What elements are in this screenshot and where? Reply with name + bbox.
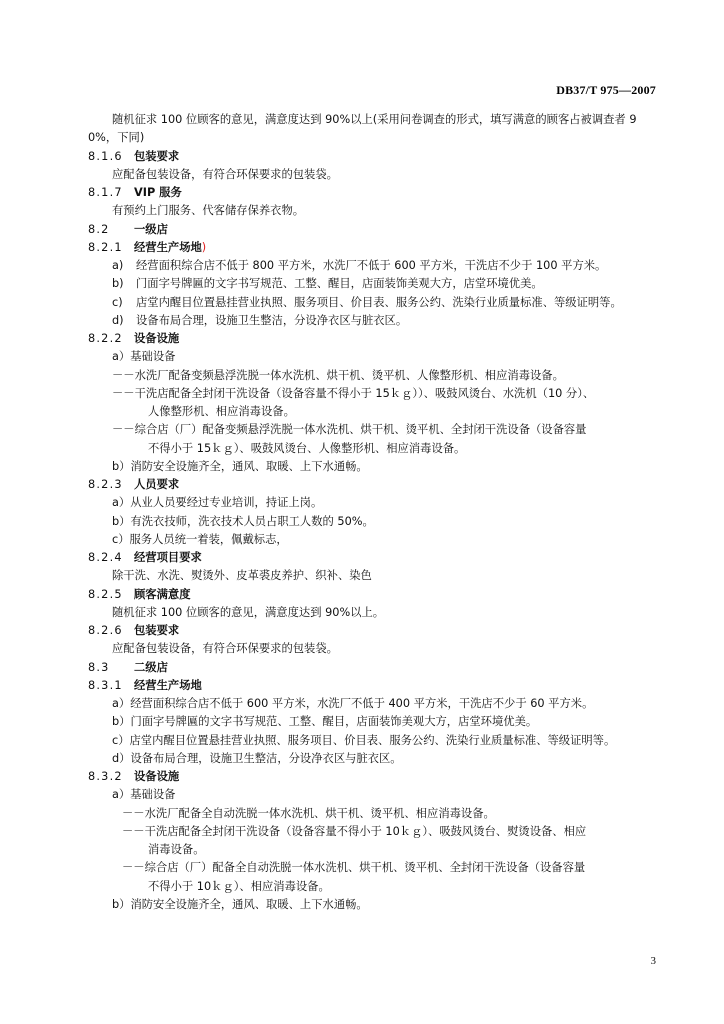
heading-title: VIP 服务	[134, 186, 182, 199]
list-marker: b)	[112, 277, 124, 291]
heading-title: 经营生产场地	[134, 240, 202, 254]
heading-title: 包装要求	[134, 624, 180, 637]
heading-title: 经营项目要求	[134, 551, 202, 564]
paragraph-vip-service: 有预约上门服务、代客储存保养衣物。	[112, 204, 305, 218]
heading-8-1-7	[88, 184, 656, 202]
list-item-text: 经营面积综合店不低于 800 平方米，水洗厂不低于 600 平方米，干洗店不少于 100 平方米。	[136, 259, 607, 272]
heading-8-3	[88, 659, 656, 677]
heading-8-3-1	[88, 677, 656, 695]
list-item-text: 设备布局合理，设施卫生整洁，分设净衣区与脏衣区。	[136, 313, 408, 327]
heading-title: 经营生产场地	[134, 678, 202, 692]
heading-number: 8.3	[88, 660, 110, 674]
heading-title: 一级店	[134, 222, 168, 236]
paragraph-satisfaction: 随机征求 100 位顾客的意见，满意度达到 90%以上。	[112, 605, 385, 619]
heading-title: 设备设施	[134, 770, 180, 783]
list-item-continuation: 人像整形机、相应消毒设备。	[148, 405, 295, 418]
heading-number: 8.3.1	[88, 678, 123, 692]
list-item: －－干洗店配备全封闭干洗设备（设备容量不得小于 15ｋｇ））、吸鼓风烫台、水洗机（10 分）、	[112, 386, 595, 400]
list-item: b）消防安全设施齐全，通风、取暖、上下水通畅。	[112, 459, 368, 473]
list-item	[88, 312, 656, 330]
paragraph-packaging: 应配备包装设备，有符合环保要求的包装袋。	[112, 167, 338, 181]
heading-title: 设备设施	[134, 332, 180, 345]
heading-8-2-4	[88, 549, 656, 567]
list-item-continuation: 消毒设备。	[148, 843, 205, 856]
heading-number: 8.2.4	[88, 551, 123, 564]
list-item: a）经营面积综合店不低于 600 平方米，水洗厂不低于 400 平方米，干洗店不少于 60 平方米。	[112, 697, 594, 710]
heading-8-1-6	[88, 148, 656, 166]
heading-8-2-1	[88, 239, 656, 257]
heading-number: 8.2.5	[88, 587, 123, 601]
heading-number: 8.2.3	[88, 478, 123, 491]
list-item: d）设备布局合理，设施卫生整洁，分设净衣区与脏衣区。	[112, 751, 402, 765]
page-number: 3	[650, 955, 656, 967]
heading-number: 8.1.7	[88, 186, 123, 199]
heading-number: 8.2.1	[88, 240, 123, 254]
list-item: c）店堂内醒目位置悬挂营业执照、服务项目、价目表、服务公约、洗染行业质量标准、等级证明等。	[112, 733, 616, 747]
heading-number: 8.3.2	[88, 770, 123, 783]
list-item-text: 门面字号牌匾的文字书写规范、工整、醒目，店面装饰美观大方，店堂环境优美。	[136, 277, 543, 291]
heading-title: 二级店	[134, 660, 168, 674]
heading-title: 顾客满意度	[134, 587, 191, 601]
document-body	[88, 111, 656, 914]
heading-8-2-2	[88, 330, 656, 348]
heading-title: 包装要求	[134, 149, 180, 163]
list-item: b）有洗衣技师，洗衣技术人员占职工人数的 50%。	[112, 514, 374, 528]
heading-number: 8.2.6	[88, 624, 123, 637]
list-item-text: 店堂内醒目位置悬挂营业执照、服务项目、价目表、服务公约、洗染行业质量标准、等级证明等。	[136, 295, 622, 309]
list-item: －－综合店（厂）配备全自动洗脱一体水洗机、烘干机、烫平机、全封闭干洗设备（设备容量	[122, 861, 586, 875]
list-item: b）门面字号牌匾的文字书写规范、工整、醒目，店面装饰美观大方，店堂环境优美。	[112, 715, 538, 729]
heading-8-2	[88, 221, 656, 239]
list-marker: d)	[112, 313, 124, 327]
list-item-continuation: 不得小于 10ｋｇ）、相应消毒设备。	[148, 879, 330, 893]
paragraph-packaging: 应配备包装设备，有符合环保要求的包装袋。	[112, 642, 338, 656]
list-item: －－水洗厂配备全自动洗脱一体水洗机、烘干机、烫平机、相应消毒设备。	[122, 806, 495, 820]
heading-number: 8.2	[88, 222, 110, 236]
list-marker: a)	[112, 259, 124, 272]
list-item: －－水洗厂配备变频悬浮洗脱一体水洗机、烘干机、烫平机、人像整形机、相应消毒设备。	[112, 368, 564, 382]
heading-8-2-6	[88, 622, 656, 640]
heading-8-2-5	[88, 586, 656, 604]
list-item: －－综合店（厂）配备变频悬浮洗脱一体水洗机、烘干机、烫平机、全封闭干洗设备（设备容量	[112, 423, 587, 437]
list-item: －－干洗店配备全封闭干洗设备（设备容量不得小于 10ｋｇ）、吸鼓风烫台、熨烫设备、相应	[122, 824, 587, 838]
list-item	[88, 294, 656, 312]
heading-8-3-2	[88, 768, 656, 786]
heading-8-2-3	[88, 476, 656, 494]
list-item	[88, 257, 656, 275]
heading-number: 8.1.6	[88, 149, 123, 163]
list-item: c）服务人员统一着装，佩戴标志，	[112, 532, 288, 546]
paragraph-business-items: 除干洗、水洗、熨烫外、皮革裘皮养护、织补、染色	[112, 569, 372, 583]
list-item: b）消防安全设施齐全，通风、取暖、上下水通畅。	[112, 897, 368, 911]
list-item: a）基础设备	[112, 350, 176, 364]
list-item: a）基础设备	[112, 788, 176, 802]
red-mark: )	[201, 240, 207, 254]
list-marker: c)	[112, 295, 123, 309]
heading-title: 人员要求	[134, 478, 180, 491]
paragraph-satisfaction-survey: 随机征求 100 位顾客的意见，满意度达到 90%以上(采用问卷调查的形式，填写满意的顾客占被调查者 90%，下同)	[88, 113, 637, 145]
list-item-continuation: 不得小于 15ｋｇ）、吸鼓风烫台、人像整形机、相应消毒设备。	[148, 441, 466, 455]
list-item: a）从业人员要经过专业培训，持证上岗。	[112, 496, 323, 510]
list-item	[88, 275, 656, 293]
heading-number: 8.2.2	[88, 332, 123, 345]
document-code-header: DB37/T 975—2007	[556, 83, 656, 97]
